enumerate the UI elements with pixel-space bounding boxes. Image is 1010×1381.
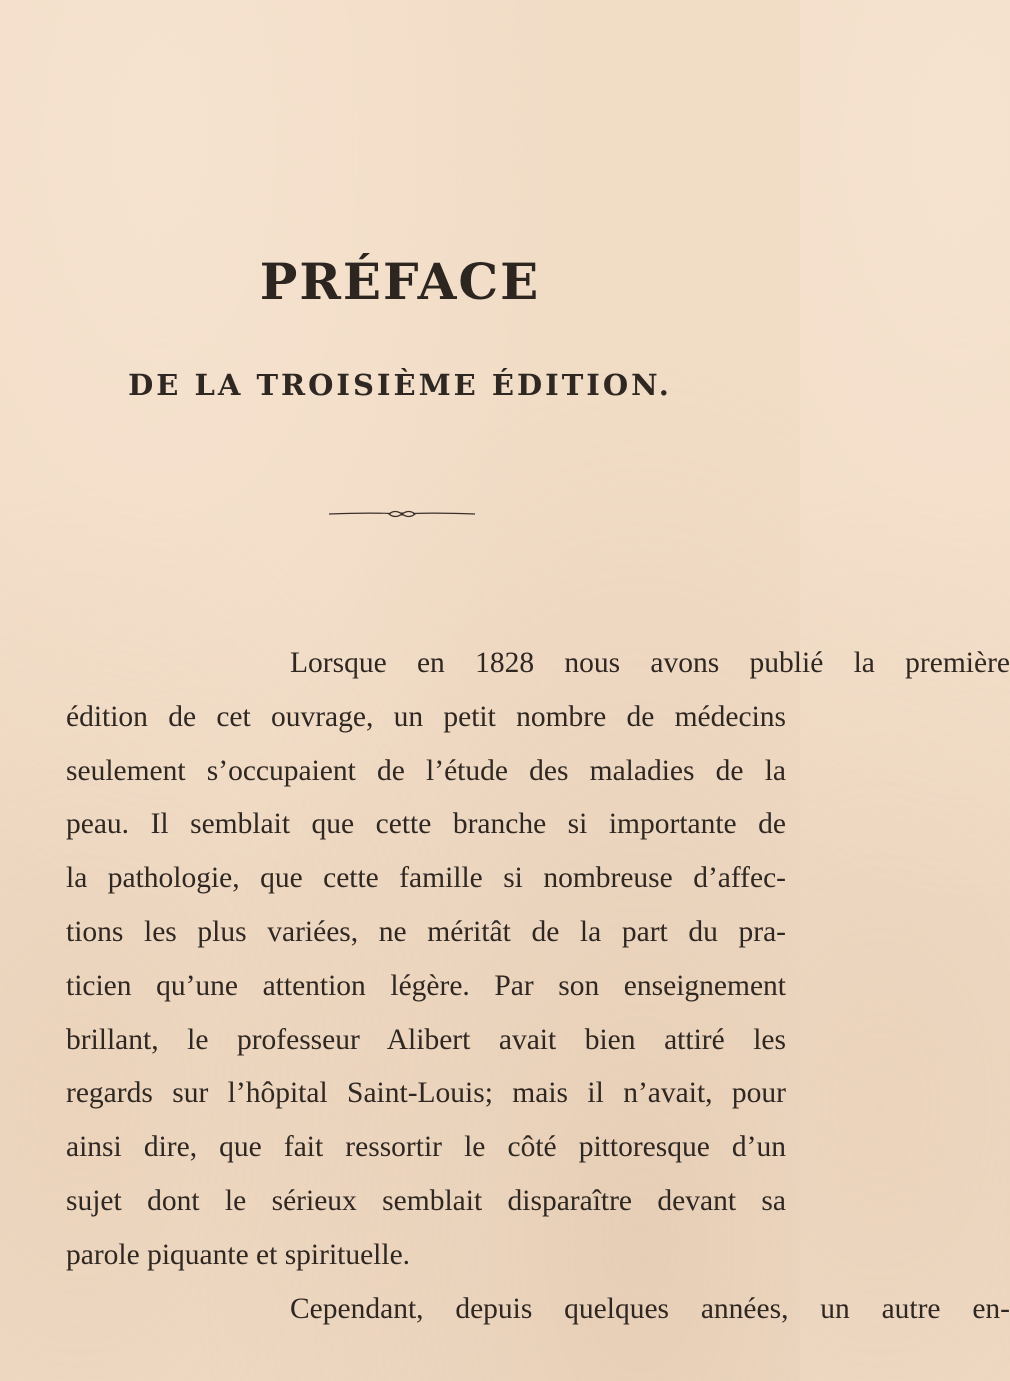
text-line: ainsi dire, que fait ressortir le côté pittoresque d’un — [66, 1131, 786, 1164]
text-line: ticien qu’une attention légère. Par son enseignement — [66, 969, 786, 1002]
text-line: regards sur l’hôpital Saint-Louis; mais il n’avait, pour — [66, 1077, 786, 1110]
preface-paragraph — [66, 637, 1010, 1336]
text-line: Lorsque en 1828 nous avons publié la première — [290, 647, 1010, 679]
text-line: la pathologie, que cette famille si nombreuse d’affec- — [66, 862, 786, 895]
text-line: tions les plus variées, ne méritât de la part du pra- — [66, 915, 786, 948]
ornamental-rule-icon — [327, 507, 477, 521]
text-line: parole piquante et spirituelle. — [66, 1238, 411, 1271]
text-line: brillant, le professeur Alibert avait bien attiré les — [66, 1023, 786, 1056]
page-title: PRÉFACE — [259, 252, 541, 311]
text-line: sujet dont le sérieux semblait disparaître devant sa — [66, 1184, 786, 1217]
text-line: Cependant, depuis quelques années, un autre en- — [290, 1292, 1010, 1325]
text-line: peau. Il semblait que cette branche si importante de — [66, 808, 786, 841]
text-line: seulement s’occupaient de l’étude des maladies de la — [66, 754, 786, 787]
text-line: édition de cet ouvrage, un petit nombre de médecins — [66, 700, 786, 733]
page-subtitle: DE LA TROISIÈME ÉDITION. — [128, 368, 672, 402]
